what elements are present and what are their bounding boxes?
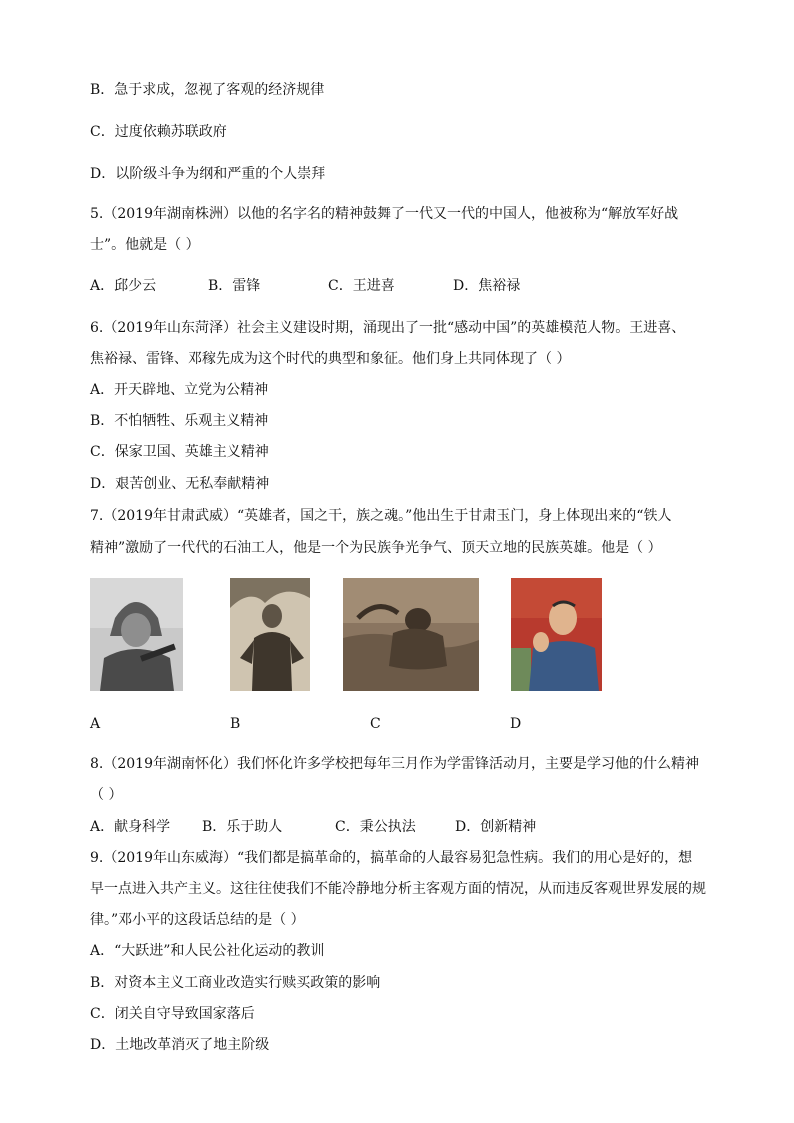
photo-option-d <box>511 578 602 691</box>
q5-stem-line-2: 士”。他就是（ ） <box>90 237 200 253</box>
q9-option-d: D．土地改革消灭了地主阶级 <box>90 1037 270 1053</box>
q9-stem-line-3: 律。”邓小平的这段话总结的是（ ） <box>90 912 305 928</box>
photo-option-a <box>90 578 183 691</box>
q5-stem-line-1: 5.（2019年湖南株洲）以他的名字名的精神鼓舞了一代又一代的中国人，他被称为“解放军好战 <box>90 206 679 222</box>
q6-option-b: B．不怕牺牲、乐观主义精神 <box>90 413 269 429</box>
q6-option-a: A．开天辟地、立党为公精神 <box>90 382 269 398</box>
q9-option-b: B．对资本主义工商业改造实行赎买政策的影响 <box>90 975 381 991</box>
prev-option-d: D．以阶级斗争为纲和严重的个人崇拜 <box>90 166 326 182</box>
q5-option-a: A．邱少云 <box>90 278 157 294</box>
photo-label-a: A <box>90 716 101 732</box>
q5-option-d: D．焦裕禄 <box>453 278 521 294</box>
prev-option-b: B．急于求成，忽视了客观的经济规律 <box>90 82 325 98</box>
q7-stem-line-2: 精神”激励了一代代的石油工人，他是一个为民族争光争气、顶天立地的民族英雄。他是（ ） <box>90 540 662 556</box>
q8-option-a: A．献身科学 <box>90 819 171 835</box>
q5-option-b: B．雷锋 <box>208 278 261 294</box>
q8-option-b: B．乐于助人 <box>202 819 283 835</box>
photo-label-b: B <box>230 716 241 732</box>
photo-option-c <box>343 578 479 691</box>
q9-stem-line-2: 早一点进入共产主义。这往往使我们不能冷静地分析主客观方面的情况，从而违反客观世界发展的规 <box>90 881 706 897</box>
q6-option-c: C．保家卫国、英雄主义精神 <box>90 444 269 460</box>
q6-stem-line-2: 焦裕禄、雷锋、邓稼先成为这个时代的典型和象征。他们身上共同体现了（ ） <box>90 351 571 367</box>
q8-stem-line-1: 8.（2019年湖南怀化）我们怀化许多学校把每年三月作为学雷锋活动月，主要是学习他的什么精神 <box>90 756 699 772</box>
q8-option-c: C．秉公执法 <box>335 819 416 835</box>
photo-label-d: D <box>510 716 522 732</box>
q8-stem-line-2: （ ） <box>90 787 123 803</box>
q6-option-d: D．艰苦创业、无私奉献精神 <box>90 476 270 492</box>
q7-stem-line-1: 7.（2019年甘肃武威）“英雄者，国之干，族之魂。”他出生于甘肃玉门，身上体现出来的“铁人 <box>90 508 672 524</box>
q8-option-d: D．创新精神 <box>455 819 537 835</box>
q5-option-c: C．王进喜 <box>328 278 395 294</box>
prev-option-c: C．过度依赖苏联政府 <box>90 124 227 140</box>
q9-option-a: A．“大跃进”和人民公社化运动的教训 <box>90 943 325 959</box>
q6-stem-line-1: 6.（2019年山东菏泽）社会主义建设时期，涌现出了一批“感动中国”的英雄模范人物。王进喜、 <box>90 320 686 336</box>
photo-label-c: C <box>370 716 381 732</box>
photo-option-b <box>230 578 310 691</box>
q9-stem-line-1: 9.（2019年山东威海）“我们都是搞革命的，搞革命的人最容易犯急性病。我们的用心是好的，想 <box>90 850 693 866</box>
q9-option-c: C．闭关自守导致国家落后 <box>90 1006 255 1022</box>
